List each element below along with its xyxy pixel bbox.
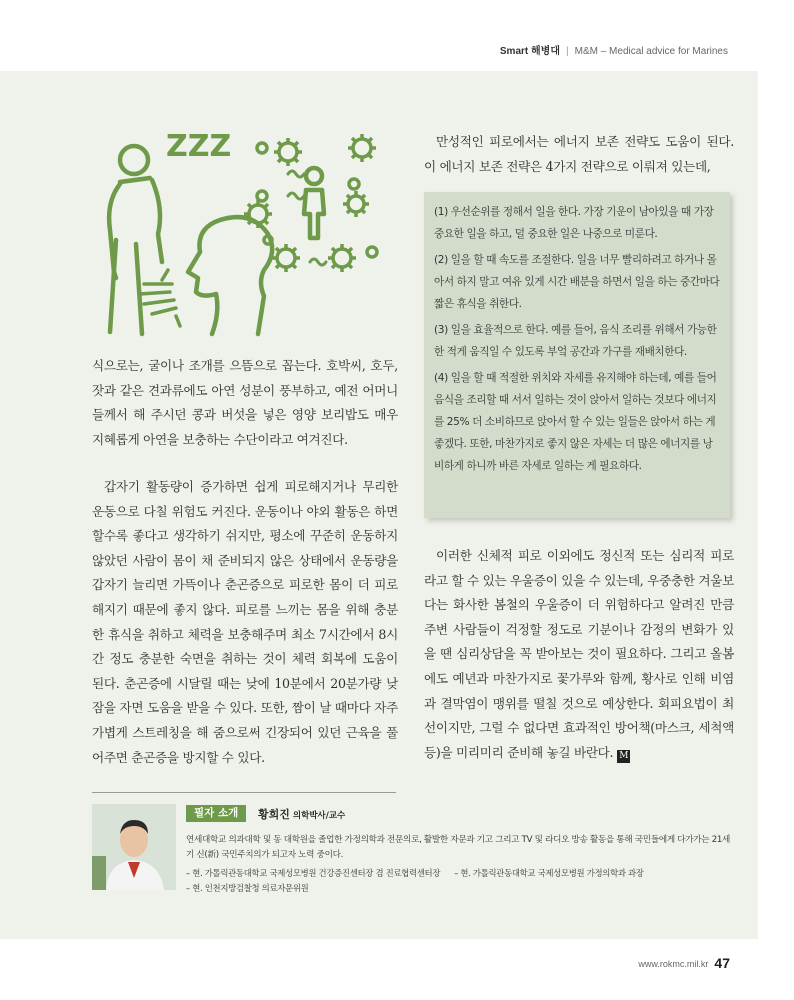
- cough-lines-icon: [140, 270, 180, 326]
- virus-icon: [257, 191, 267, 201]
- right-paragraph-2-text: 이러한 신체적 피로 이외에도 정신적 또는 심리적 피로라고 할 수 있는 우울증이 있을 수 있는데, 우중충한 겨울보다는 화사한 봄철의 우울증이 더 위험하다고 알려진 만큼 주변 사람들이 걱정할 정도로 기분이나 감정의 변화가 있을 땐 심리상담을 꼭 받아보는 것이 필요하다. 그리고 올봄에도 예년과 마찬가지로 꽃가루와 함께, 황사로 인해 비염과 결막염이 맹위를 떨칠 것으로 예상한다. 회피요법이 최선이지만, 그럴 수 없다면 효과적인 방어책(마스크, 세척액 등)을 미리미리 준비해 놓길 바란다.: [424, 548, 734, 760]
- author-photo: [92, 804, 176, 890]
- strategy-tip-2: (2) 일을 할 때 속도를 조절한다. 일을 너무 빨리하려고 하거나 몰아서 하지 말고 여유 있게 시간 배분을 하면서 일을 하는 중간마다 짧은 휴식을 취한다.: [434, 254, 720, 310]
- author-divider: [92, 792, 396, 793]
- author-portrait-icon: [92, 804, 176, 890]
- page-footer: [638, 955, 730, 971]
- page-number: 47: [714, 955, 730, 971]
- site-url: www.rokmc.mil.kr: [638, 959, 709, 969]
- right-intro: 만성적인 피로에서는 에너지 보존 전략도 도움이 된다. 이 에너지 보존 전략은 4가지 전략으로 이뤄져 있는데,: [424, 134, 734, 174]
- wave-icon: [288, 193, 304, 199]
- author-role: – 현. 인천지방검찰청 의료자문위원: [186, 883, 309, 893]
- fatigue-illustration: [92, 112, 402, 340]
- right-paragraph-2: [424, 544, 734, 765]
- author-role: – 현. 가톨릭관동대학교 국제성모병원 건강증진센터장 겸 진료협력센터장: [186, 868, 441, 878]
- author-title: 의학박사/교수: [292, 811, 346, 821]
- virus-icon: [274, 138, 302, 166]
- coughing-head-icon: [188, 217, 272, 334]
- energy-strategy-box: [424, 192, 730, 518]
- header-separator: |: [566, 46, 569, 57]
- author-bio: 연세대학교 의과대학 및 동 대학원을 졸업한 가정의학과 전문의로, 활발한 자문과 기고 그리고 TV 및 라디오 방송 활동을 통해 국민들에게 다가가는 21세기 신(新) 국민주치의가 되고자 노력 중이다.: [186, 835, 731, 860]
- virus-icon: [272, 244, 300, 272]
- virus-icon: [257, 143, 267, 153]
- end-mark: M: [617, 750, 630, 763]
- author-role: – 현. 가톨릭관동대학교 국제성모병원 가정의학과 과장: [454, 868, 644, 878]
- strategy-tip-3: (3) 일을 효율적으로 한다. 예를 들어, 음식 조리를 위해서 가능한 한 적게 움직일 수 있도록 부엌 공간과 가구를 재배치한다.: [434, 324, 717, 358]
- section-name: Smart 해병대: [499, 46, 560, 57]
- virus-icon: [367, 247, 377, 257]
- author-intro-label: 필자 소개: [186, 805, 246, 822]
- author-roles: [186, 866, 746, 896]
- author-name-line: [258, 806, 345, 822]
- strategy-tip-4: (4) 일을 할 때 적절한 위치와 자세를 유지해야 하는데, 예를 들어 음식을 조리할 때 서서 일하는 것이 앉아서 일하는 것보다 에너지를 25% 더 소비하므로 앉아서 할 수 있는 일들은 앉아서 하는 게 좋겠다. 또한, 마찬가지로 좋지 않은 자세는 더 많은 에너지를 낭비하게 하니까 바른 자세로 일하는 게 필요하다.: [434, 372, 717, 472]
- strategy-tip-1: (1) 우선순위를 정해서 일을 한다. 가장 기운이 남아있을 때 가장 중요한 일을 하고, 덜 중요한 일은 나중으로 미룬다.: [434, 206, 714, 240]
- wave-icon: [310, 259, 326, 265]
- left-paragraph-2: 갑자기 활동량이 증가하면 쉽게 피로해지거나 무리한 운동으로 다칠 위험도 커진다. 운동이나 야외 활동은 하면 할수록 좋다고 생각하기 쉬지만, 평소에 꾸준히 운동하지 않았던 사람이 몸이 채 준비되지 않은 상태에서 운동량을 갑자기 늘리면 가뜩이나 춘곤증으로 피로한 몸이 더 피로해지기 때문에 좋지 않다. 피로를 느끼는 몸을 위해 충분한 휴식을 취하고 체력을 보충해주며 최소 7시간에서 8시간 정도 충분한 숙면을 취하는 것이 체력 회복에 도움이 된다. 춘곤증에 시달릴 때는 낮에 10분에서 20분가량 낮잠을 자면 도움을 받을 수 있다. 또한, 짬이 날 때마다 자주 가볍게 스트레칭을 해 줌으로써 긴장되어 있던 근육을 풀어주면 춘곤증을 방지할 수 있다.: [92, 479, 398, 765]
- virus-icon: [348, 134, 376, 162]
- tired-person-icon: [109, 146, 162, 334]
- small-person-icon: [304, 168, 324, 238]
- author-name: 황희진: [258, 808, 290, 821]
- wave-icon: [288, 171, 304, 177]
- virus-icons: [244, 134, 377, 272]
- sleep-zzz: ZZZ: [166, 129, 232, 164]
- page-header: [500, 42, 728, 57]
- section-subtitle: M&M – Medical advice for Marines: [574, 46, 728, 57]
- left-paragraph-1: 식으로는, 굴이나 조개를 으뜸으로 꼽는다. 호박씨, 호두, 잣과 같은 견과류에도 아연 성분이 풍부하고, 예전 어머니들께서 해 주시던 콩과 버섯을 넣은 영양 보리밥도 매우 지혜롭게 아연을 보충하는 수단이라고 여겨진다.: [92, 358, 398, 447]
- virus-icon: [349, 179, 359, 189]
- virus-icon: [343, 191, 369, 217]
- virus-icon: [244, 200, 272, 228]
- virus-icon: [328, 244, 356, 272]
- virus-icon: [264, 236, 272, 244]
